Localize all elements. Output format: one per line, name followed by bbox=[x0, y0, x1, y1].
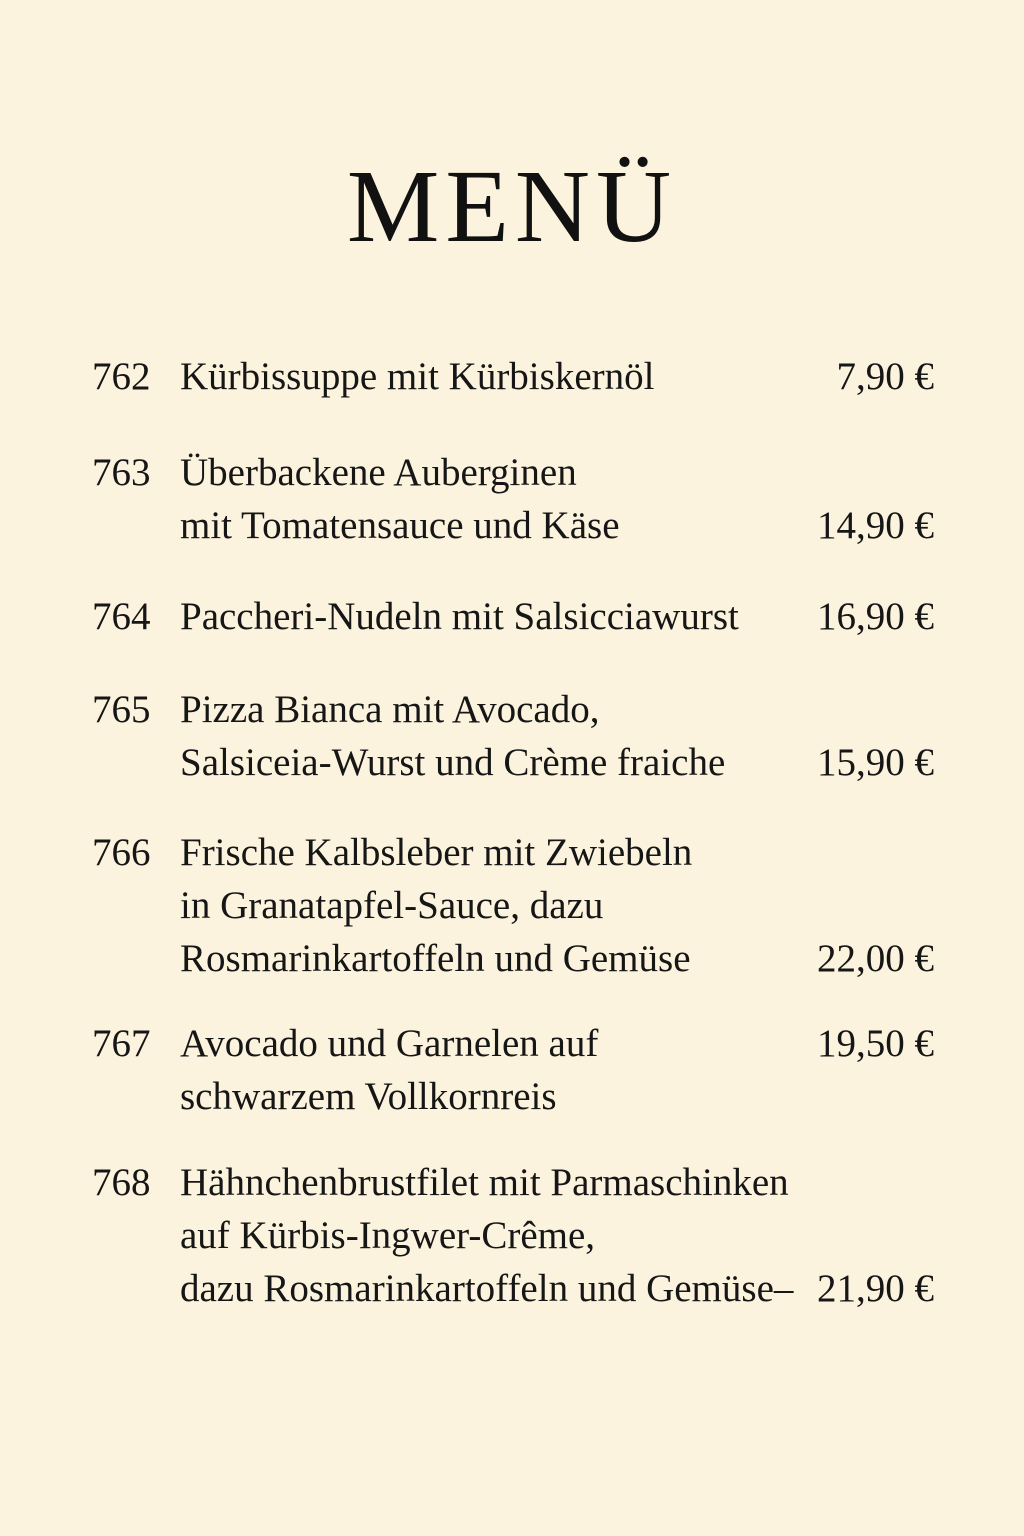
item-description bbox=[180, 683, 725, 789]
item-number: 763 bbox=[92, 451, 151, 494]
item-line: Paccheri-Nudeln mit Salsicciawurst bbox=[180, 595, 739, 638]
item-price: 21,90 € bbox=[817, 1267, 934, 1310]
item-price: 7,90 € bbox=[836, 355, 934, 398]
item-line: schwarzem Vollkornreis bbox=[180, 1075, 557, 1118]
item-line: Salsiceia-Wurst und Crème fraiche bbox=[180, 741, 726, 784]
item-line: Pizza Bianca mit Avocado, bbox=[180, 688, 600, 731]
item-price: 19,50 € bbox=[817, 1022, 934, 1065]
item-line: Hähnchenbrustfilet mit Parmaschinken bbox=[180, 1161, 789, 1204]
item-description bbox=[180, 826, 692, 985]
item-line: Rosmarinkartoffeln und Gemüse bbox=[180, 937, 691, 980]
item-description bbox=[180, 350, 654, 403]
item-price: 15,90 € bbox=[817, 741, 934, 784]
item-description bbox=[180, 1017, 598, 1123]
item-line: auf Kürbis-Ingwer-Crême, bbox=[180, 1214, 596, 1257]
item-price: 14,90 € bbox=[817, 504, 934, 547]
item-line: Überbackene Auberginen bbox=[180, 451, 577, 494]
item-line: mit Tomatensauce und Käse bbox=[180, 504, 620, 547]
item-number: 765 bbox=[92, 688, 151, 731]
item-description bbox=[180, 590, 739, 643]
item-line: in Granatapfel-Sauce, dazu bbox=[180, 884, 604, 927]
item-number: 766 bbox=[92, 831, 151, 874]
item-number: 767 bbox=[92, 1022, 151, 1065]
item-line: Kürbissuppe mit Kürbiskernöl bbox=[180, 355, 655, 398]
menu-title: MENÜ bbox=[346, 149, 678, 264]
item-number: 762 bbox=[92, 355, 151, 398]
item-line: dazu Rosmarinkartoffeln und Gemüse– bbox=[180, 1267, 794, 1310]
item-number: 768 bbox=[92, 1161, 151, 1204]
item-description bbox=[180, 446, 620, 552]
item-price: 16,90 € bbox=[817, 595, 934, 638]
item-line: Frische Kalbsleber mit Zwiebeln bbox=[180, 831, 693, 874]
item-description bbox=[180, 1156, 793, 1315]
item-price: 22,00 € bbox=[817, 937, 934, 980]
item-line: Avocado und Garnelen auf bbox=[180, 1022, 599, 1065]
item-number: 764 bbox=[92, 595, 151, 638]
